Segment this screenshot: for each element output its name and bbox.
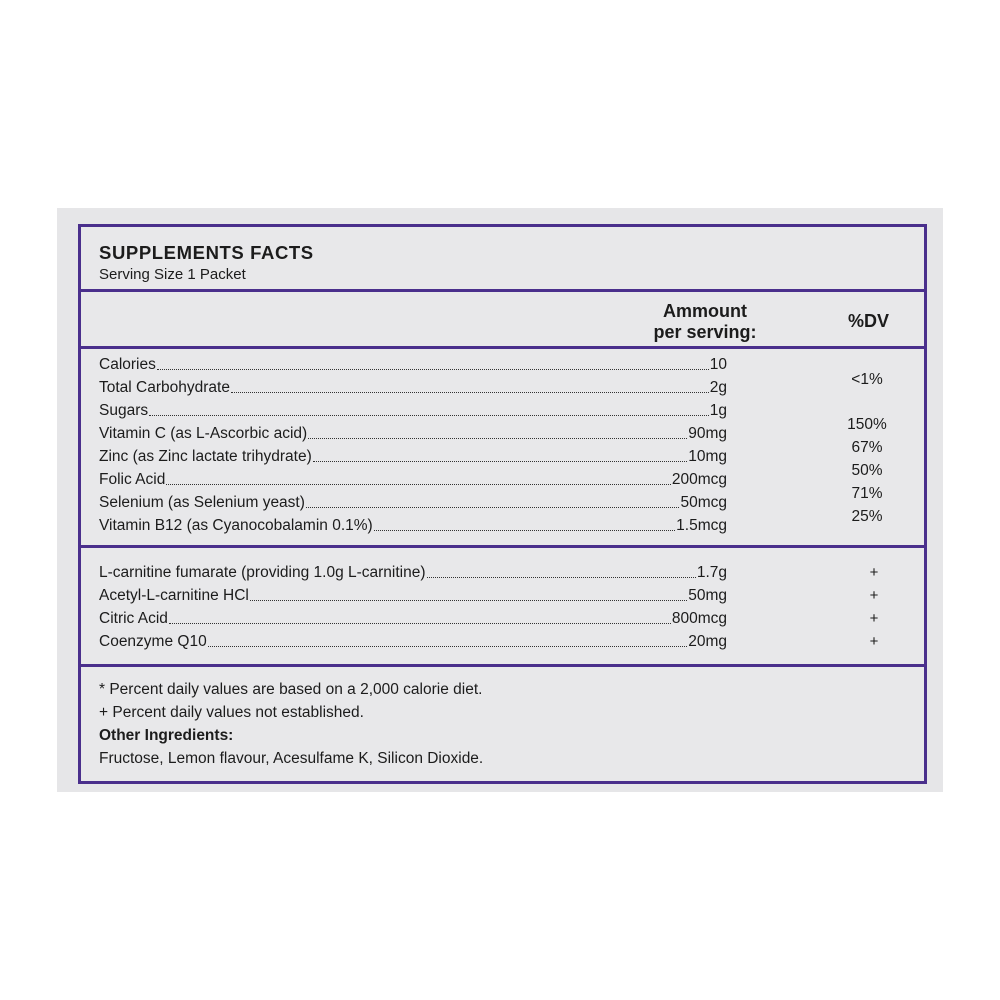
nutrient-name: Coenzyme Q10 xyxy=(99,633,207,650)
dv-not-established-mark: + xyxy=(869,587,879,604)
leader-dots xyxy=(427,573,696,578)
dv-value: 50% xyxy=(851,462,883,479)
nutrient-name: Vitamin C (as L-Ascorbic acid) xyxy=(99,425,308,442)
leader-dots xyxy=(313,457,687,462)
nutrient-row xyxy=(99,447,727,467)
nutrient-name: Citric Acid xyxy=(99,610,168,627)
serving-size: Serving Size 1 Packet xyxy=(99,266,246,283)
dv-value: 25% xyxy=(851,508,883,525)
footnotes-divider xyxy=(78,664,927,667)
nutrient-amount: 1g xyxy=(709,402,727,419)
label-title: SUPPLEMENTS FACTS xyxy=(99,242,314,263)
nutrient-name: Selenium (as Selenium yeast) xyxy=(99,494,305,511)
amount-per-serving-header xyxy=(620,301,790,343)
nutrient-row xyxy=(99,424,727,444)
nutrient-row xyxy=(99,378,727,398)
nutrient-name: Sugars xyxy=(99,402,149,419)
nutrient-amount: 1.5mcg xyxy=(676,517,727,534)
nutrient-row xyxy=(99,401,727,421)
leader-dots xyxy=(149,411,709,416)
dv-value: 150% xyxy=(847,416,887,433)
nutrient-name: Vitamin B12 (as Cyanocobalamin 0.1%) xyxy=(99,517,373,534)
amount-header-line2: per serving: xyxy=(653,322,757,342)
nutrient-amount: 800mcg xyxy=(671,610,727,627)
header-divider xyxy=(78,289,927,292)
nutrient-name: Total Carbohydrate xyxy=(99,379,230,396)
nutrient-amount: 10 xyxy=(709,356,727,373)
leader-dots xyxy=(250,596,687,601)
other-nutrient-row xyxy=(99,632,727,652)
nutrient-row xyxy=(99,470,727,490)
amount-header-line1: Ammount xyxy=(663,301,747,321)
nutrient-name: Acetyl-L-carnitine HCl xyxy=(99,587,249,604)
nutrient-amount: 50mcg xyxy=(680,494,727,511)
nutrient-name: Zinc (as Zinc lactate trihydrate) xyxy=(99,448,312,465)
dv-not-established-mark: + xyxy=(869,610,879,627)
nutrient-row xyxy=(99,516,727,536)
nutrients-divider xyxy=(78,545,927,548)
column-header-divider xyxy=(78,346,927,349)
nutrient-amount: 90mg xyxy=(688,425,727,442)
nutrient-amount: 200mcg xyxy=(671,471,727,488)
leader-dots xyxy=(306,503,680,508)
footnote-daily-values: * Percent daily values are based on a 2,000 calorie diet. xyxy=(99,681,483,698)
dv-header: %DV xyxy=(848,311,890,331)
other-nutrient-row xyxy=(99,609,727,629)
dv-value: <1% xyxy=(851,371,883,388)
nutrient-row xyxy=(99,355,727,375)
nutrient-amount: 1.7g xyxy=(696,564,727,581)
dv-not-established-mark: + xyxy=(869,633,879,650)
leader-dots xyxy=(157,365,709,370)
footnote-not-established: + Percent daily values not established. xyxy=(99,704,364,721)
other-nutrient-row xyxy=(99,586,727,606)
dv-value: 71% xyxy=(851,485,883,502)
leader-dots xyxy=(308,434,687,439)
nutrient-amount: 20mg xyxy=(688,633,727,650)
nutrient-name: Calories xyxy=(99,356,156,373)
nutrient-amount: 10mg xyxy=(688,448,727,465)
other-ingredients-heading: Other Ingredients: xyxy=(99,727,234,744)
leader-dots xyxy=(169,619,671,624)
leader-dots xyxy=(231,388,709,393)
dv-value: 67% xyxy=(851,439,883,456)
nutrient-name: Folic Acid xyxy=(99,471,166,488)
leader-dots xyxy=(166,480,671,485)
nutrient-amount: 50mg xyxy=(688,587,727,604)
nutrient-row xyxy=(99,493,727,513)
leader-dots xyxy=(208,642,688,647)
other-nutrient-row xyxy=(99,563,727,583)
dv-not-established-mark: + xyxy=(869,564,879,581)
nutrient-amount: 2g xyxy=(709,379,727,396)
nutrient-name: L-carnitine fumarate (providing 1.0g L-carnitine) xyxy=(99,564,426,581)
other-ingredients-list: Fructose, Lemon flavour, Acesulfame K, Silicon Dioxide. xyxy=(99,750,484,767)
leader-dots xyxy=(374,526,675,531)
